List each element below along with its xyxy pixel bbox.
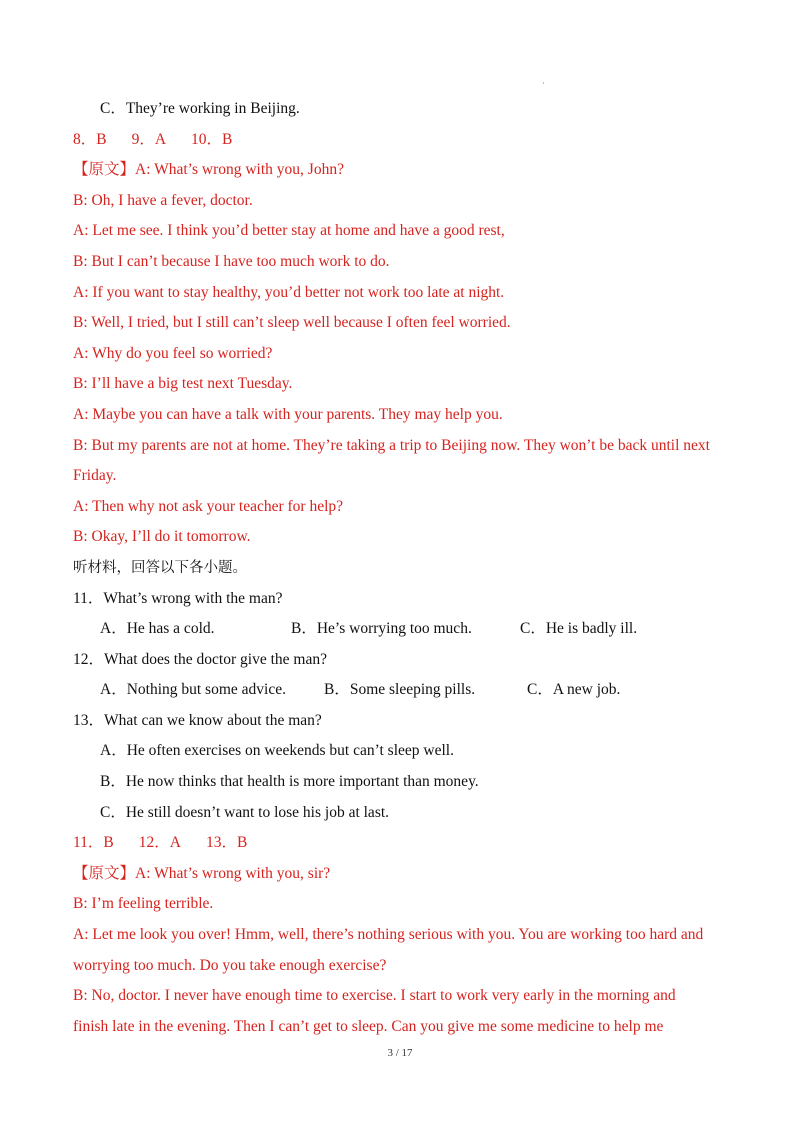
question-12-options [73, 675, 733, 706]
transcript-line: B: No, doctor. I never have enough time to exercise. I start to work very early in the morning and finish late in the evening. Then I can’t get to sleep. Can you give me some medicine to help me [73, 987, 676, 1035]
transcript-line: 【原文】A: What’s wrong with you, sir? [73, 864, 331, 882]
transcript-line: A: Maybe you can have a talk with your parents. They may help you. [73, 405, 503, 423]
corner-mark: · [542, 78, 545, 88]
question-12: 12．What does the doctor give the man? [73, 650, 327, 668]
answer-13: 13．B [205, 834, 248, 852]
answer-10: 10．B [191, 130, 233, 148]
transcript-line: A: If you want to stay healthy, you’d better not work too late at night. [73, 283, 505, 301]
option-c: C．He still doesn’t want to lose his job at last. [100, 803, 390, 821]
question-13: 13．What can we know about the man? [73, 711, 322, 729]
answer-12: 12．A [138, 834, 181, 852]
answer-key-1 [73, 125, 733, 156]
option-c: C．He is badly ill. [520, 620, 638, 638]
option-a: A．He often exercises on weekends but can’t sleep well. [100, 742, 454, 760]
transcript-line: A: Then why not ask your teacher for help? [73, 497, 344, 515]
question-11-options [73, 614, 733, 645]
transcript-line: A: Why do you feel so worried? [73, 344, 273, 362]
option-c: C．A new job. [527, 681, 621, 699]
transcript-line: A: Let me look you over! Hmm, well, there’s nothing serious with you. You are working too hard and worrying too much. Do you take enough exercise? [73, 926, 704, 974]
answer-11: 11．B [73, 834, 114, 852]
option-a: A．He has a cold. [100, 620, 215, 638]
option-b: B．He now thinks that health is more important than money. [100, 773, 479, 791]
transcript-line: B: Okay, I’ll do it tomorrow. [73, 528, 251, 546]
answer-key-2 [73, 828, 733, 859]
transcript-line: B: I’ll have a big test next Tuesday. [73, 375, 293, 393]
question-11: 11．What’s wrong with the man? [73, 589, 283, 607]
transcript-line: B: Well, I tried, but I still can’t sleep well because I often feel worried. [73, 314, 511, 332]
answer-9: 9．A [131, 130, 167, 148]
option-b: B．He’s worrying too much. [291, 620, 472, 638]
transcript-line: B: Oh, I have a fever, doctor. [73, 191, 253, 209]
transcript-line: 【原文】A: What’s wrong with you, John? [73, 161, 344, 179]
option-line: C．They’re working in Beijing. [100, 100, 300, 117]
option-b: B．Some sleeping pills. [324, 681, 476, 699]
page-content [73, 94, 733, 1042]
page-number: 3 / 17 [387, 1047, 413, 1059]
transcript-line: A: Let me see. I think you’d better stay at home and have a good rest, [73, 222, 505, 240]
answer-8: 8．B [73, 130, 107, 148]
option-a: A．Nothing but some advice. [100, 681, 286, 699]
transcript-line: B: I’m feeling terrible. [73, 895, 214, 913]
instruction: 听材料，回答以下各小题。 [73, 559, 247, 576]
transcript-line: B: But I can’t because I have too much work to do. [73, 252, 390, 270]
transcript-line: B: But my parents are not at home. They’re taking a trip to Beijing now. They won’t be back until next Friday. [73, 436, 710, 485]
